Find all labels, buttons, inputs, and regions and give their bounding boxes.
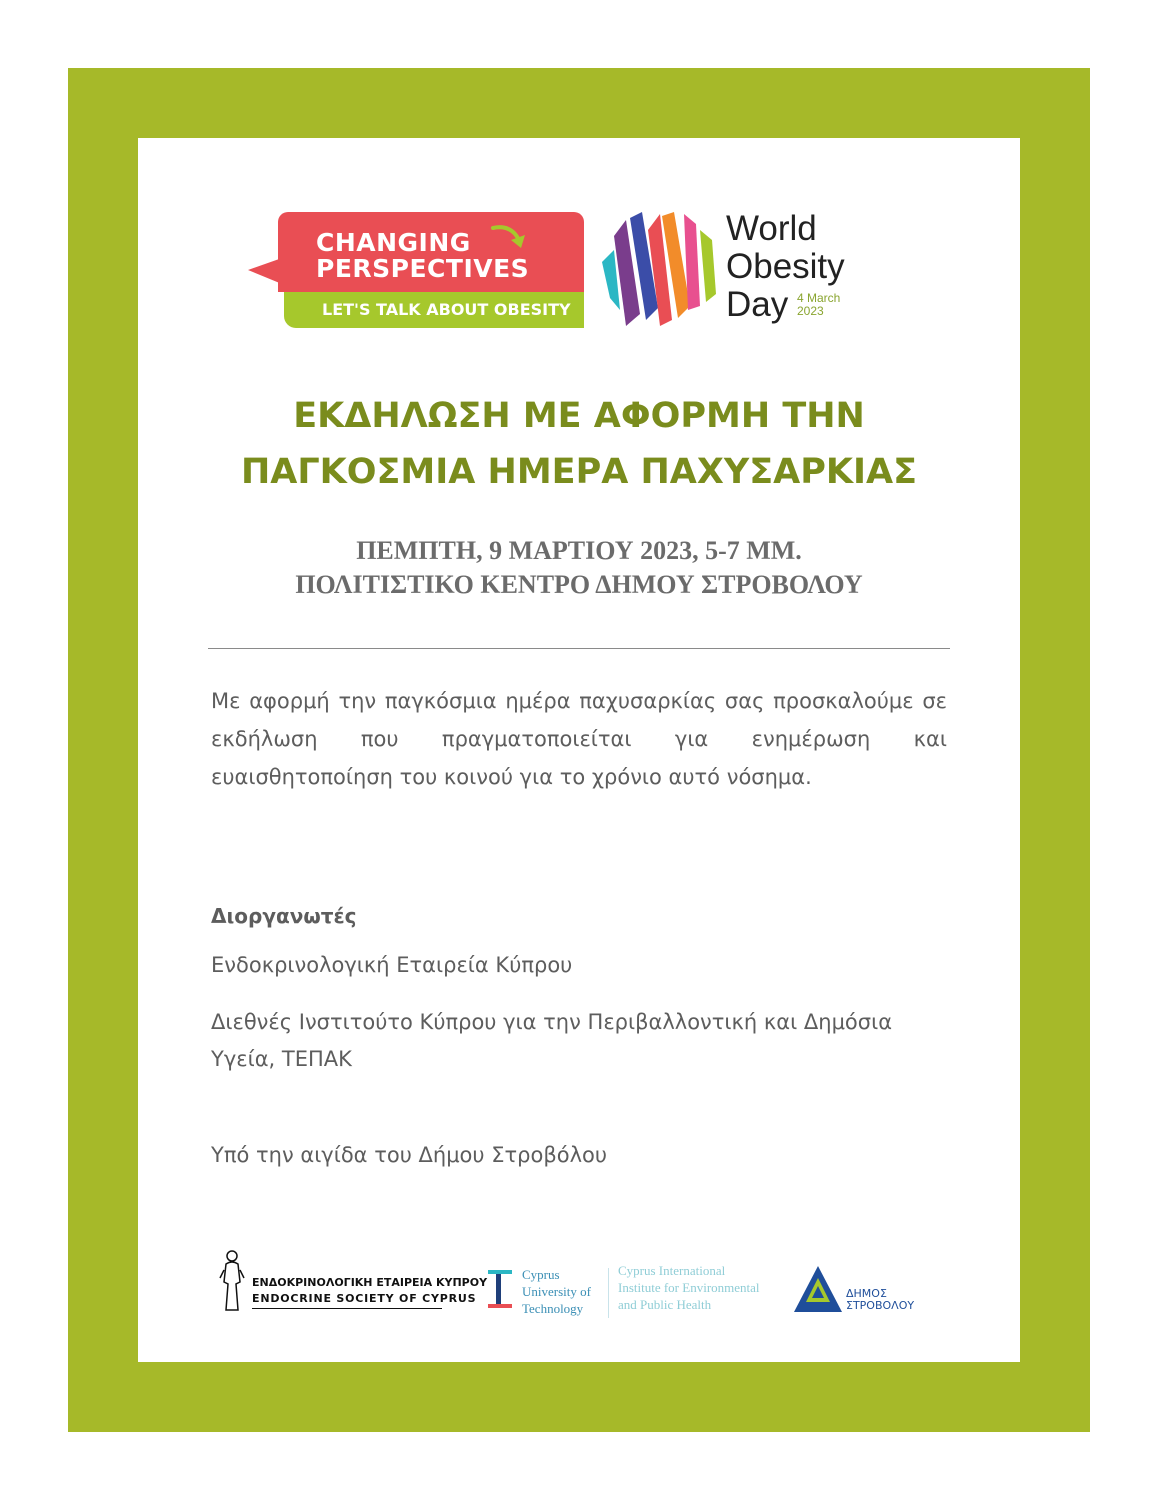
green-border-frame xyxy=(68,68,1090,1432)
wod-date-line-1: 4 March xyxy=(797,291,841,305)
cp-line-2: PERSPECTIVES xyxy=(316,254,530,283)
wod-date xyxy=(797,292,840,318)
event-title-line-1: ΕΚΔΗΛΩΣΗ ΜΕ ΑΦΟΡΜΗ ΤΗΝ xyxy=(293,396,865,436)
cut-line-1: Cyprus xyxy=(522,1267,560,1282)
ciieph-logo xyxy=(618,1262,788,1322)
wod-date-line-2: 2023 xyxy=(797,304,824,318)
logo-separator xyxy=(608,1268,609,1318)
strovolos-name xyxy=(846,1288,914,1312)
changing-perspectives-logo xyxy=(244,212,589,328)
flyer-sheet xyxy=(138,138,1020,1362)
world-obesity-day-logo xyxy=(600,210,880,330)
organizer-1: Ενδοκρινολογική Εταιρεία Κύπρου xyxy=(211,953,573,977)
strovolos-municipality-logo xyxy=(794,1264,924,1318)
ciieph-line-1: Cyprus International xyxy=(618,1263,726,1278)
organizer-2: Διεθνές Ινστιτούτο Κύπρου για την Περιβαλλοντική και Δημόσια Υγεία, ΤΕΠΑΚ xyxy=(211,1010,893,1071)
curved-arrow-icon xyxy=(489,222,531,256)
strovolos-line-1: ΔΗΜΟΣ xyxy=(846,1287,887,1300)
strovolos-triangle-icon xyxy=(794,1264,844,1314)
cp-line-1: CHANGING xyxy=(316,228,471,257)
event-title-line-2: ΠΑΓΚΟΣΜΙΑ ΗΜΕΡΑ ΠΑΧΥΣΑΡΚΙΑΣ xyxy=(240,452,918,492)
endocrine-society-english: ENDOCRINE SOCIETY OF CYPRUS xyxy=(252,1292,477,1305)
cut-name xyxy=(522,1266,591,1317)
event-details xyxy=(138,534,1020,602)
endocrine-society-underline xyxy=(252,1308,442,1309)
wod-line-2: Obesity xyxy=(726,247,845,286)
event-date-time: ΠΕΜΠΤΗ, 9 ΜΑΡΤΙΟΥ 2023, 5-7 ΜΜ. xyxy=(356,536,802,565)
cp-line-3: LET'S TALK ABOUT OBESITY xyxy=(322,300,571,319)
ciieph-line-3: and Public Health xyxy=(618,1297,712,1312)
endocrine-society-greek: ΕΝΔΟΚΡΙΝΟΛΟΓΙΚΗ ΕΤΑΙΡΕΙΑ ΚΥΠΡΟΥ xyxy=(252,1276,488,1289)
patronage-text: Υπό την αιγίδα του Δήμου Στροβόλου xyxy=(211,1143,607,1167)
divider xyxy=(208,648,950,649)
wod-line-3: Day xyxy=(726,285,789,324)
endocrine-society-logo xyxy=(218,1248,488,1314)
event-title xyxy=(138,388,1020,500)
wod-line-1: World xyxy=(726,209,817,248)
speech-bubble-tail xyxy=(248,258,282,284)
event-venue: ΠΟΛΙΤΙΣΤΙΚΟ ΚΕΝΤΡΟ ΔΗΜΟΥ ΣΤΡΟΒΟΛΟΥ xyxy=(295,570,863,599)
organizers-heading: Διοργανωτές xyxy=(211,904,357,928)
ciieph-line-2: Institute for Environmental xyxy=(618,1280,760,1295)
cut-logo xyxy=(486,1262,616,1322)
world-obesity-ribbon-icon xyxy=(600,210,720,328)
cut-line-3: Technology xyxy=(522,1301,584,1316)
strovolos-line-2: ΣΤΡΟΒΟΛΟΥ xyxy=(846,1299,915,1312)
cut-emblem-icon xyxy=(486,1268,514,1310)
cut-line-2: University of xyxy=(522,1284,591,1299)
intro-paragraph: Με αφορμή την παγκόσμια ημέρα παχυσαρκίας σας προσκαλούμε σε εκδήλωση που πραγματοποιείται για ενημέρωση και ευαισθητοποίηση του κοινού για το χρόνιο αυτό νόσημα. xyxy=(211,689,947,789)
statue-figure-icon xyxy=(218,1248,246,1312)
